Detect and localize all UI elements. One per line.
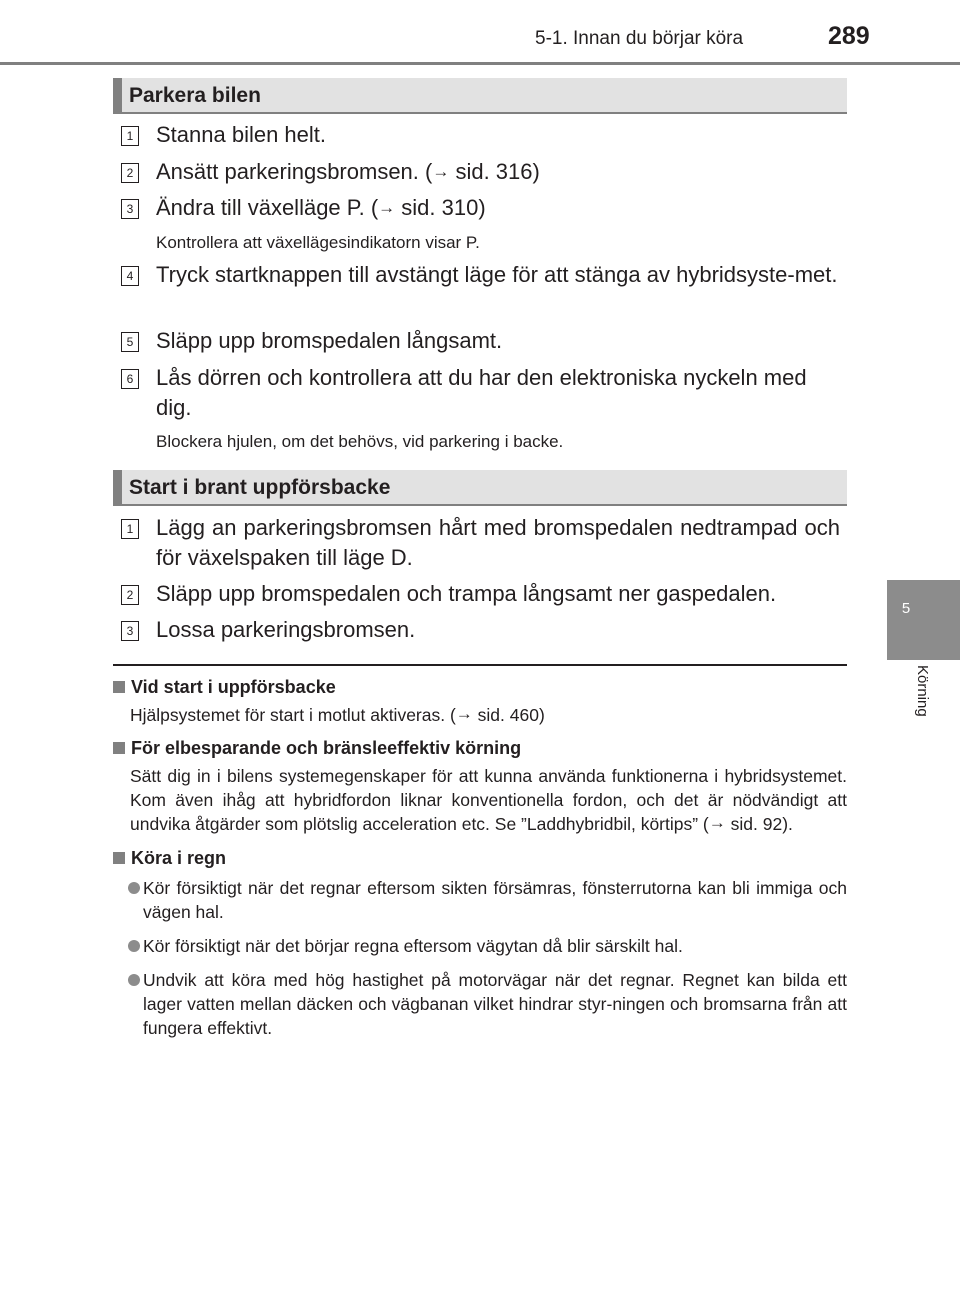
step-text: Stanna bilen helt. [156,122,327,147]
page-reference[interactable]: sid. 310) [395,195,486,220]
note-bullet-text: Undvik att köra med hög hastighet på motorvägar när det regnar. Regnet kan bilda ett lager vatten mellan däcken och vägbanan vilket hindrar styr-ningen och bromsarna från att fungera effektivt. [143,970,847,1038]
step-text: Lossa parkeringsbromsen. [156,617,416,642]
step-number: 2 [121,163,139,183]
step-text [156,157,840,189]
section-heading-hill-start [113,470,847,506]
arrow-right-icon: → [708,813,726,832]
section-heading-parking [113,78,847,114]
arrow-right-icon: → [432,162,450,181]
note-heading-text: Köra i regn [131,848,227,868]
page-reference[interactable]: sid. 460) [472,705,545,725]
square-bullet-icon [113,681,125,693]
step-text-part: Ansätt parkeringsbromsen. ( [156,159,433,184]
note-heading [113,846,847,870]
notes-block [113,675,847,1040]
page-number: 289 [828,22,870,50]
note-bullet-item [113,876,847,924]
note-body [113,703,847,728]
step-text-part: Ändra till växelläge P. ( [156,195,379,220]
section-title: Start i brant uppförsbacke [129,476,391,499]
section-heading-bar [113,470,122,504]
step-text: Tryck startknappen till avstängt läge för att stänga av hybridsyste-met. [156,262,838,287]
step-text: Lås dörren och kontrollera att du har den elektroniska nyckeln med dig. [156,365,807,420]
note-body-part: Hjälpsystemet för start i motlut aktiveras. ( [130,705,456,725]
note-bullet-text: Kör försiktigt när det regnar eftersom sikten försämras, fönsterrutorna kan bli immiga och vägen hal. [143,878,847,922]
note-bullet-item [113,968,847,1040]
step-text: Släpp upp bromspedalen och trampa långsamt ner gaspedalen. [156,581,777,606]
step-text [156,193,840,225]
step-text: Släpp upp bromspedalen långsamt. [156,328,503,353]
page-reference[interactable]: sid. 316) [449,159,540,184]
square-bullet-icon [113,742,125,754]
square-bullet-icon [113,852,125,864]
step-note: Kontrollera att växellägesindikatorn visar P. [156,233,480,252]
arrow-right-icon: → [378,198,396,217]
chapter-label [881,665,931,745]
chapter-label-text: Körning [914,665,931,717]
step-number: 4 [121,266,139,286]
note-bullet-text: Kör försiktigt när det börjar regna eftersom vägytan då blir särskilt hal. [143,936,683,956]
chapter-number: 5 [901,600,911,617]
section-title: Parkera bilen [129,84,261,107]
step-number: 6 [121,369,139,389]
note-heading [113,675,847,699]
note-heading-text: För elbesparande och bränsleeffektiv körning [131,738,522,758]
note-heading-text: Vid start i uppförsbacke [131,677,336,697]
page-reference[interactable]: sid. 92). [725,814,793,834]
arrow-right-icon: → [455,704,473,723]
note-body-part: Sätt dig in i bilens systemegenskaper för att kunna använda funktionerna i hybridsystemet. Kom även ihåg att hybridfordon liknar konventionella fordon, och det är nödvändigt att undvika åtgärder som plötslig acceleration etc. Se ”Laddhybridbil, körtips” ( [130,766,847,834]
step-note: Blockera hjulen, om det behövs, vid parkering i backe. [156,432,564,451]
note-bullet-item [113,934,847,958]
circle-bullet-icon [128,940,140,952]
step-number: 1 [121,126,139,146]
chapter-tab [887,580,960,660]
note-body [113,764,847,837]
step-text: Lägg an parkeringsbromsen hårt med bromspedalen nedtrampad och för växelspaken till läge D. [156,515,840,570]
header-rule [0,62,960,65]
circle-bullet-icon [128,882,140,894]
step-number: 3 [121,199,139,219]
section-divider [113,664,847,666]
note-heading [113,736,847,760]
circle-bullet-icon [128,974,140,986]
step-number: 3 [121,621,139,641]
step-number: 1 [121,519,139,539]
step-number: 2 [121,585,139,605]
step-number: 5 [121,332,139,352]
running-header-section: 5-1. Innan du börjar köra [535,28,744,49]
section-heading-bar [113,78,122,112]
